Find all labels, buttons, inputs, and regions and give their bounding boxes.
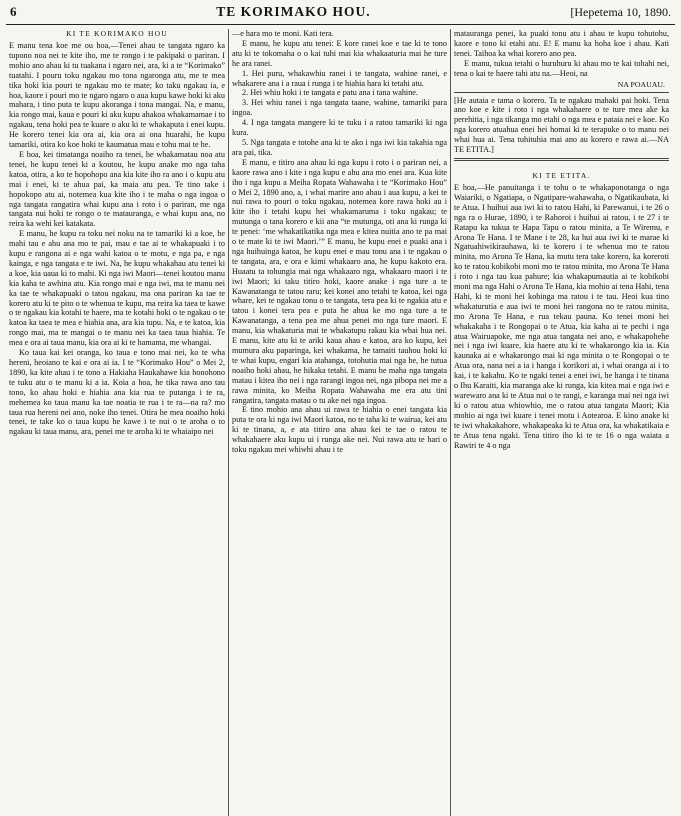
column-2 — [228, 29, 450, 816]
paragraph: 4. I nga tangata mangere ki te tuku i a ratou tamariki ki nga kura. — [232, 118, 447, 138]
column-1 — [6, 29, 228, 816]
paragraph: 1. Hei puru, whakawhiu ranei i te tangata, wahine ranei, e whakarere ana i a raua i runga i te hiahia hara ki tetahi atu. — [232, 68, 447, 88]
page-header — [6, 4, 675, 25]
paragraph: 5. Nga tangata e totohe ana ki te ako i nga iwi kia takahia nga ara pai, tika. — [232, 137, 447, 157]
page-number: 6 — [10, 4, 17, 19]
paragraph: E manu, tukua tetahi o huruhuru ki ahau mo te kai tohahi nei, tena o kai te haere tahi atu na.—Heoi, na — [454, 58, 669, 78]
section-heading-etita: KI TE ETITA. — [532, 170, 591, 180]
paragraph: E manu, he kupu ra toku nei noku na te tamariki ki a koe, he mahi tau e ahu ana mo te pai, mau e tae ai te whakapuaki i to kupu e rangona ai e nga wahi katoa o te motu, e nga pa, e nga kainga, e nga tangata e te iwi. Na, he kupu whakahau atu tenei ki a koe, kia uaua ki to mahi. Ki nga iwi Maori—tenei koutou manu kia kaha te awhina atu. Kia rongo mai e nga iwi, ma te manu nei ka tae te whakapuaki o tatou ngakau, ma ona pariran ka tae te korero atu ki te pito o te whenua te kupu, ma reira ka taea te kawe o te ngakau kia kotahi te haere, ma te kotahi hoki o te ngakau o te katoa ka taea te mea e hiahia ana, ara kia tupu. Na, e te katoa, kia rongo mai, ma te mangai o te manu nei ka taea taua hiahia. Te mea e ora ai taua manu, kia ora ai ki te hamama, me whangai. — [9, 229, 225, 348]
paragraph: 3. Hei whiu ranei i nga tangata taane, wahine, tamariki para ingoa. — [232, 98, 447, 118]
issue-date: [Hepetema 10, 1890. — [570, 5, 671, 19]
paragraph: E hoa, kei timatanga noaiho ra tenei, he whakamatau noa atu tenei, he kupu tenei ki a koutou, he kupu anake mo nga taha katoa, otira, a ko te hopohopo ana kia kite iho ra ano i o kupu atu mai i enei, ki te ahua pai, ka maia atu pea. Te tino take i hopokopo atu ai, notemea kua kite iho i te maha o nga ingoa o nga tangata rangatira whai kupu ana i roto i o pariran, me nga tangata nui hoki te rongo o te matauranga, e whai kupu ana, no reira ka wehi kei katakata. — [9, 149, 225, 229]
paragraph: E manu, he kupu atu tenei: E kore ranei koe e tae ki te tono atu ki te tokomaha o o kai tuhi mai kia whakaaturia mai he ture he ara ranei. — [232, 38, 447, 68]
paragraph: matauranga penei, ka puaki tonu atu i ahau te kupu tohutohu, kaore e tono ki etahi atu. E! E manu ka hoha koe i ahau. Kati tenei. Taihoa ka whai korero ano pea. — [454, 29, 669, 58]
paragraph: E manu tena koe me ou hoa,—Tenei ahau te tangata ngaro ka tupono noa nei te kite iho, me te rongo i te pakipaki o pariran. I mohio ano ahau ki tu tuakana i ngaro nei, ara, ki a te “Korimako” tuatahi. I pouru toku ngakau mo tona ngaronga atu, me te mea tika hoki kia pouri te ngakau mo te mate; ko taku ngakau ia, e hoa, kaore i pouri mo te ngaro ngaro o aua kupu kawe hoki ki aku mahara, i tino puta te kupu akoranga i tona mangai. Na, e manu, kia rongo mai, kaua e pouri ki aku kupu ahakoa whakamamae i to ngakau, tena hoki pea te kuare o aku ki te whakaputa i enei kupu. He korero tenei kia ora ai, kia ora ai ona huarahi, he kupu tamariki, otira ko koe hoki te kaumatua mau e tohu mai te he. — [9, 41, 225, 150]
paragraph: —e hara mo te moni. Kati tera. — [232, 29, 334, 38]
column-3 — [450, 29, 672, 816]
article-columns — [6, 29, 675, 816]
divider — [454, 158, 669, 161]
section-heading-korimako: KI TE KORIMAKO HOU — [66, 29, 168, 38]
paragraph: E manu, e titiro ana ahau ki nga kupu i roto i o pariran nei, a kaore rawa ano i kite i nga kupu e ahu ana mo enei ara. Kua kite iho i nga kupu a Meiha Ropata Wahawaha i te “Korimako Hou” o Mei 2, 1890 ano, a, i whai marire ano ahau i aua kupu, a kei te nui rawa to pouri o toku ngakau, notemea kore rawa hoki au i kite iho i tetahi kupu hei whakamaruma i toku ngakau; te mutunga o tana korero e kii ana “te mutunga, oti ana ki runga ki te penei: ‘me whakatikatika nga mea e kitea nuitia ano te pa mai o te mate ki te iwi Maori.’” E manu, he kupu enei e puaki ana i nga huihuinga katoa, he kupu enei e mau tonu ana i te ngakau o te tangata, ara, e ora e kimi whakaaro ana, he kupu kakoto era. Huaatu ta tohungia mai nga whakaaro nga, whakaaro maori i te iwi Maori; ki taku titiro hoki, kaore anake i nga ture a te Kawanatanga te tatou raru; kei konei ano tetahi te katoa, kei nga whare, kei te ngakau tonu o te tangata, tera pea ki te ngakia atu e tatou i konei tera pea e puta he ahua ke mo nga ture a te Kawanatanga, a tena pea me ahua penei mo nga ture maori. E manu, kia whakaturia mai te whakatupu rakau kia whai hua nei. E manu, kite atu ki te ariki kaua ahau e katoa, ara ko kupu, kei mumura aku paparinga, kei whakama, he tamaiti tauhou hoki ki te whai kupu, engari kia atahanga, totohutia mai nga he, he tutua noaiho hoki ahau, he hikaka tetahi. E manu he maha nga tangata matau i kitea iho nei i nga rarangi ingoa nei, nga pibopa nei me a rawa minita, ko Meiha Ropata Wahawaha me era atu tini rangatira, tangata matau o tu ake nei nga ingoa. — [232, 157, 447, 405]
divider — [454, 92, 669, 93]
editor-notice: [He autaia e tama o korero. Ta te ngakau mahaki pai hoki. Tena ano koe e kite i roto i nga whakahaere o te ture mea ake ka perehitia, i nga tikanga mo etahi o nga mea e pataia nei e koe. Ko nga korero atuahua enei hei homai ki te terapuke o to manu nei whai hua ai. Tena tuhituhia mai ano au korero e rawa ai.—NA TE ETITA.] — [454, 95, 669, 155]
masthead-title: TE KORIMAKO HOU. — [216, 4, 371, 19]
paragraph: E tino mohio ana ahau ui rawa te hiahia o enei tangata kia puta te ora ki nga iwi Maori katoa, no te taha ki te wairua, kei atu ki te tinana, a, e ata titiro ana ahau kei te tae o ratou te whakahaere aku kupu ui i runga ake nei. Nui rawa atu te hari o toku ngakau mei whiwhi ahau i te — [232, 405, 447, 455]
paragraph: E hoa,—He panuitanga i te tohu o te whakaponotanga o nga Waiariki, o Ngatiapa, o Ngatipare-wahawaha, o Ngatikaubata, ki te Atua. I huihui aua iwi ki to ratou Hahi, ki Parewanui, i te 26 o nga ra o Hurae, 1890, i te Rahoroi i huihui ai ratou, i te 27 i te Ratapu ka tukua te Hapa Tapu o ratou minita, a Te Wiremu, e Arona Te Hana. I te Mane i te 28, ka hui aua iwi ki te marae ki Ngatuahiwikirauhawa, ki te korero i te whenua mo te ratou minita, mo Arona Te Hana, ka mutu tera take korero, ka koreroti ko te ratou kobikobi moni mo te ratou minita, mo Arona Te Hana i roto i nga tau kua pahure; kia whakapumautia ai te kobikobi moni ma nga Hahi o Arona Te Hana, kia mohio ai tena Hahi, tena Hahi, ki te moni hei kobinga ma ratou i te tau. Heoi kua tino whakaturutia e aua iwi te moni hei rangona no te ratou minita, mo Arona Te Hana, e rua tekau pauna. Ko tenei moni hei whakakaha i te Rongopai o te Atua, kia kaha ai te pechi i nga atua Wairuapoke, me nga atua tangata nei ano, e whakapohehe nei i nga iwi kuare, kia haere atu ki te whakarongo kia ia. Kia kaunaka ai e whakarongo mai ki nga minita o te Rongopai o te Atua ora, nana nei a ia i hanga i korikori ai, i whai oranga ai i to kai, i te kakahu. Ko te ngaki tenei a enei iwi, he hanga i te tinana o Ihu Karaiti, kia maranga ake ki runga, kia kitea mai e nga iwi e warewaro ana ki te Atua nui o te rangi, e karanga mai nei nga iwi ki o ratou atua whiowhio, me o ratou atua tangata Maori; Kia mohio ai nga iwi kuare i tenei motu i Aotearoa. E kino anake ki te iwi whakakahore, whakapeaka ki te Atua ora, ka whakatikaia e te Atua tena ngaki. Tena titiro iho ki te te 16 o nga waiata a Rawiri te 4 o nga — [454, 182, 669, 450]
signature-poauau: NA POAUAU. — [617, 79, 665, 89]
paragraph: Ko taua kai kei oranga, ko taua e tono mai nei, ko te wha hereni, heoiano te kai e ora ai ia. I te “Korimako Hou” o Mei 2, 1890, ka kite ahau i te tono a Hakiaha Haukahawe kia honohono te tuku atu o te manu ki a ia. Koia a hoa, he tika rawa ano tau tono, ko ahau hoki e hiahia ana kia rua te putanga i te ra, mehemea ko taua manu ka tae noatia te rua i te ra—na ra? mo taua rua hereni nei ano, noke iho tenei. Otira he mea noaiho hoki tenei, te take ko o taua kupu he kawe i te nui o te aroha o to ngakau ki taua manu, ara, penei me te aroha ki te whaiaipo nei — [9, 348, 225, 437]
paragraph: 2. Hei whiu hoki i te tangata e patu ana i tana wahine. — [242, 88, 418, 98]
